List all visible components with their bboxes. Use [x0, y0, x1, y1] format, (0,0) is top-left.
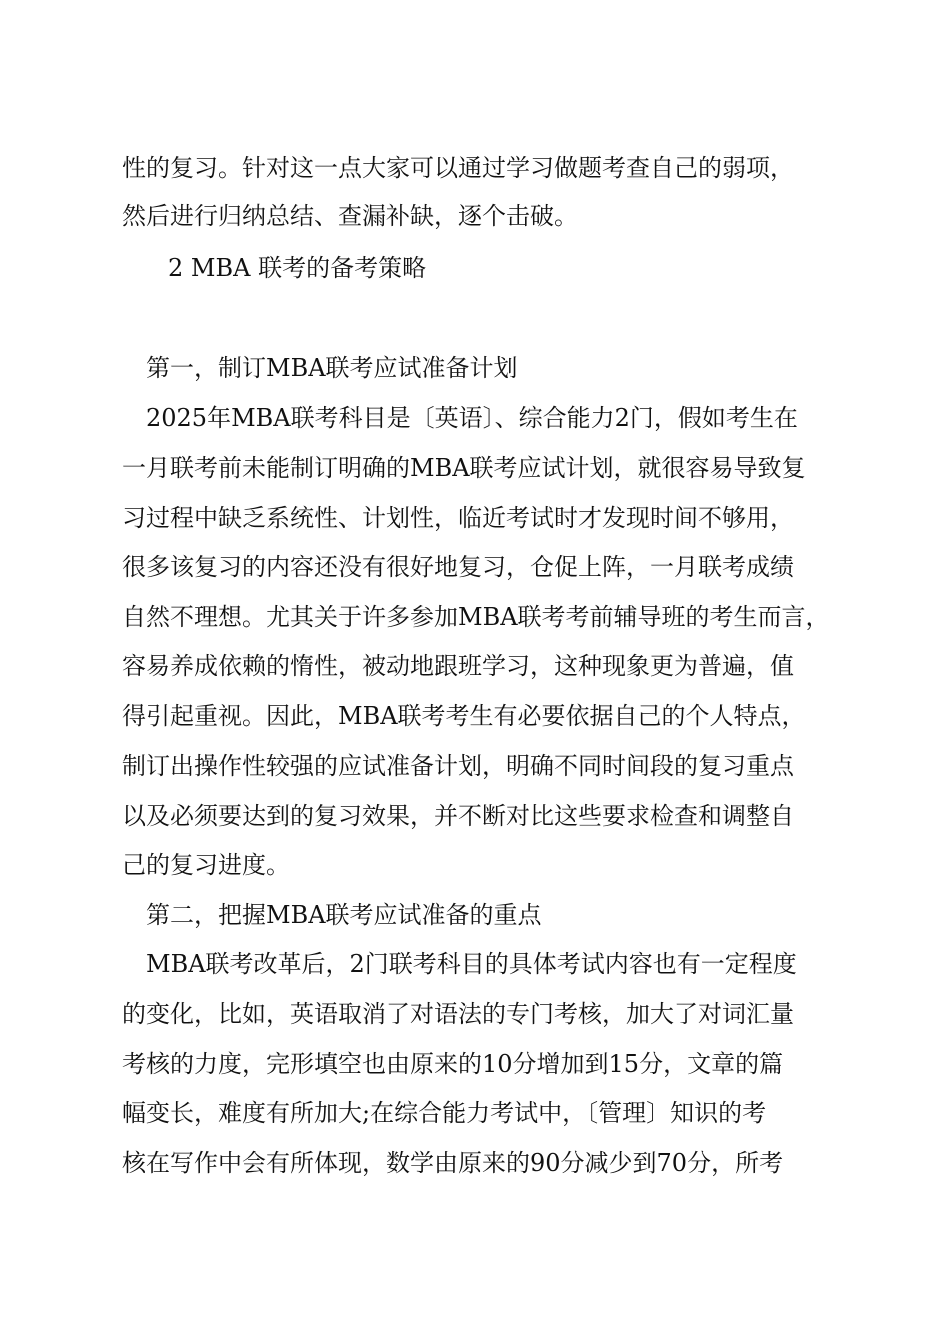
- text-line-12: 制订出操作性较强的应试准备计划，明确不同时间段的复习重点: [122, 752, 794, 780]
- text-line-13: 以及必须要达到的复习效果，并不断对比这些要求检查和调整自: [122, 802, 794, 830]
- section-heading: 2 MBA 联考的备考策略: [168, 254, 427, 282]
- text-line-9: 自然不理想。尤其关于许多参加MBA联考考前辅导班的考生而言，: [122, 603, 830, 631]
- text-line-20: 核在写作中会有所体现，数学由原来的90分减少到70分，所考: [122, 1149, 784, 1177]
- text-line-10: 容易养成依赖的惰性，被动地跟班学习，这种现象更为普遍，值: [122, 652, 794, 680]
- subheading-first: 第一，制订MBA联考应试准备计划: [146, 354, 518, 382]
- subheading-second: 第二，把握MBA联考应试准备的重点: [146, 901, 542, 929]
- text-line-19: 幅变长，难度有所加大;在综合能力考试中，〔管理〕知识的考: [122, 1099, 767, 1127]
- text-line-2: 然后进行归纳总结、查漏补缺，逐个击破。: [122, 202, 578, 230]
- text-line-1: 性的复习。针对这一点大家可以通过学习做题考查自己的弱项，: [122, 154, 794, 182]
- text-line-7: 习过程中缺乏系统性、计划性，临近考试时才发现时间不够用，: [122, 504, 794, 532]
- text-line-5: 2025年MBA联考科目是〔英语〕、综合能力2门，假如考生在: [146, 404, 798, 432]
- text-line-16: MBA联考改革后，2门联考科目的具体考试内容也有一定程度: [146, 950, 797, 978]
- text-line-17: 的变化，比如，英语取消了对语法的专门考核，加大了对词汇量: [122, 1000, 794, 1028]
- text-line-18: 考核的力度，完形填空也由原来的10分增加到15分，文章的篇: [122, 1050, 784, 1078]
- text-line-11: 得引起重视。因此，MBA联考考生有必要依据自己的个人特点，: [122, 702, 806, 730]
- text-line-8: 很多该复习的内容还没有很好地复习，仓促上阵，一月联考成绩: [122, 553, 794, 581]
- text-line-14: 己的复习进度。: [122, 851, 290, 879]
- text-line-6: 一月联考前未能制订明确的MBA联考应试计划，就很容易导致复: [122, 454, 806, 482]
